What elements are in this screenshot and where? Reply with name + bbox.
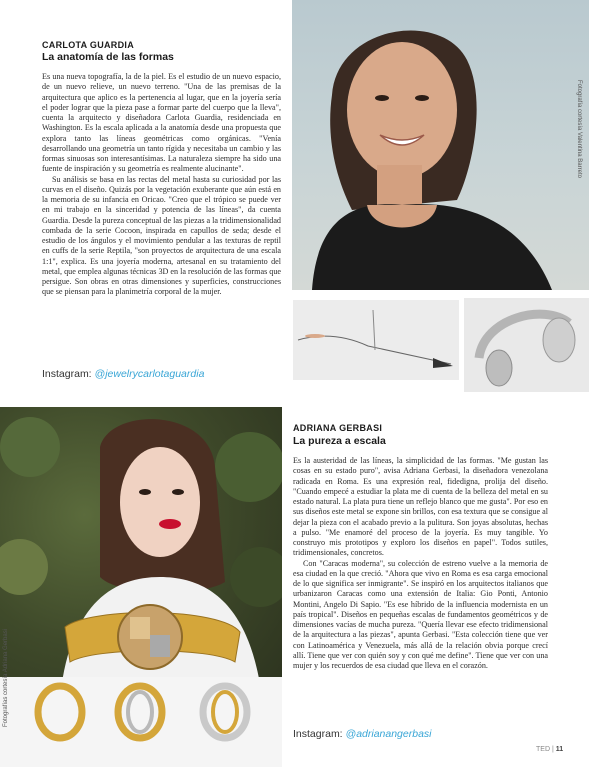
article1-photo-credit: Fotografía cortesía Valentina Barreto bbox=[576, 80, 582, 178]
article1-subtitle: La anatomía de las formas bbox=[42, 51, 174, 63]
article2-subtitle: La pureza a escala bbox=[293, 435, 386, 447]
article2-photo-credit: Fotografías cortesía Adriana Gerbasi bbox=[3, 628, 9, 727]
footer-brand: TED bbox=[536, 746, 550, 753]
article1-kicker: CARLOTA GUARDIA bbox=[42, 40, 134, 50]
ring-illustration bbox=[464, 298, 589, 392]
article1-instagram bbox=[42, 368, 204, 380]
adriana-gerbasi-portrait bbox=[0, 407, 282, 767]
page-footer: TED | 11 bbox=[536, 746, 564, 753]
carlota-guardia-portrait bbox=[292, 0, 589, 290]
portrait-illustration bbox=[292, 0, 589, 290]
article2-paragraph-1: Es la austeridad de las líneas, la simplicidad de las formas. "Me gustan las cosas en su estado puro", avisa Adriana Gerbasi, la diseñadora venezolana radicada en Roma. Es una expresión real, fidedigna, prolija del diseño. "Cuando empecé a estudiar la plata me di cuenta de la belleza del metal en su estado natural. La plata pura tiene un reflejo blanco que me gusta". Por eso en sus diseños este metal se expone sin brillos, con esa textura que se consigue al dejar la pieza con el acabado previo a la pulitura. Son joyas absolutas, hechas a pulso. "Me enamoré del proceso de la joyería. Es muy tangible. Yo construyo mis prototipos y exploro los diseños en papel". Todos sutiles, tridimensionales, concretos. bbox=[293, 456, 548, 558]
portrait2-illustration bbox=[0, 407, 282, 767]
instagram-label: Instagram: bbox=[42, 368, 92, 380]
page-number: 11 bbox=[555, 746, 564, 753]
pendant-necklace-photo bbox=[293, 300, 459, 380]
necklace-illustration bbox=[293, 300, 459, 380]
article1-paragraph-2: Su análisis se basa en las rectas del metal hasta su curiosidad por las curvas en el diseño. Quizás por la vegetación exuberante que aún está en la memoria de su infancia en Oricao. "Creo que el trópico se puede ver en mi trabajo en la sinceridad y potencia de las líneas", da cuenta Guardia. Desde la pureza conceptual de las piezas a la tridimensionalidad combada de la serie Cocoon, inspirada en capullos de seda; desde el estudio de los ángulos y el movimiento pendular a las texturas de reptil en cuffs de la serie Reptila, "son proyectos de arquitectura de una escala 1:1", explica. Es una joyería moderna, artesanal en su tratamiento del metal, que emplea algunas técnicas 3D en la resolución de las formas que persigue. Son obras en otras dimensiones y superficies, construcciones que se piensan para la planimetría corporal de la mujer. bbox=[42, 174, 281, 297]
article2-instagram bbox=[293, 728, 432, 740]
instagram-label: Instagram: bbox=[293, 728, 343, 740]
article1-body bbox=[42, 72, 281, 298]
cuff-ring-photo bbox=[464, 298, 589, 392]
instagram-handle-link[interactable]: @jewelrycarlotaguardia bbox=[94, 368, 205, 380]
article2-kicker: ADRIANA GERBASI bbox=[293, 423, 383, 433]
article2-body bbox=[293, 456, 548, 671]
article2-paragraph-2: Con "Caracas moderna", su colección de estreno vuelve a la memoria de esa ciudad en la que creció. "Ahora que vivo en Roma es esa carga emocional de lo que significa ser inmigrante". Se inspiró en los arquitectos italianos que urbanizaron Caracas como una extensión de Italia: Gio Ponti, Antonio Montini, Angelo Di Sapio. "Es ese híbrido de la influencia modernista en un país tropical". Diseños en pequeñas escalas de fundamentos geométricos y de dimensiones vacías de mucha pureza. "Quería llevar ese efecto tridimensional de la arquitectura a las piezas", apunta Gerbasi. "Esta colección tiene que ver con Latinoamérica y Venezuela, más allá de la relación obvia porque crecí allí. Tiene que ver con quién soy y con qué me define". Tiene que ver con una mujer y los recuerdos de esa ciudad que lleva en el corazón. bbox=[293, 558, 548, 670]
article1-paragraph-1: Es una nueva topografía, la de la piel. Es el estudio de un nuevo espacio, de un nuevo relieve, un nuevo terreno. "Una de las premisas de la arquitectura que aplico es la pertenencia al lugar, que en la joyería sería el poder lograr que la pieza pase a formar parte del cuerpo que la lleva", cuenta la arquitecto y diseñadora Carlota Guardia, residenciada en Washington. Es la escala aplicada a la anatomía desde una propuesta que explora tanto las líneas geométricas como orgánicas. "Venía desarrollando una geometría un tanto rígida y necesitaba un cambio y las formas sinuosas son interesantísimas. La naturaleza siempre ha sido una fuente de inspiración y su geometría es realmente alucinante". bbox=[42, 72, 281, 174]
instagram-handle-link[interactable]: @adrianangerbasi bbox=[345, 728, 432, 740]
